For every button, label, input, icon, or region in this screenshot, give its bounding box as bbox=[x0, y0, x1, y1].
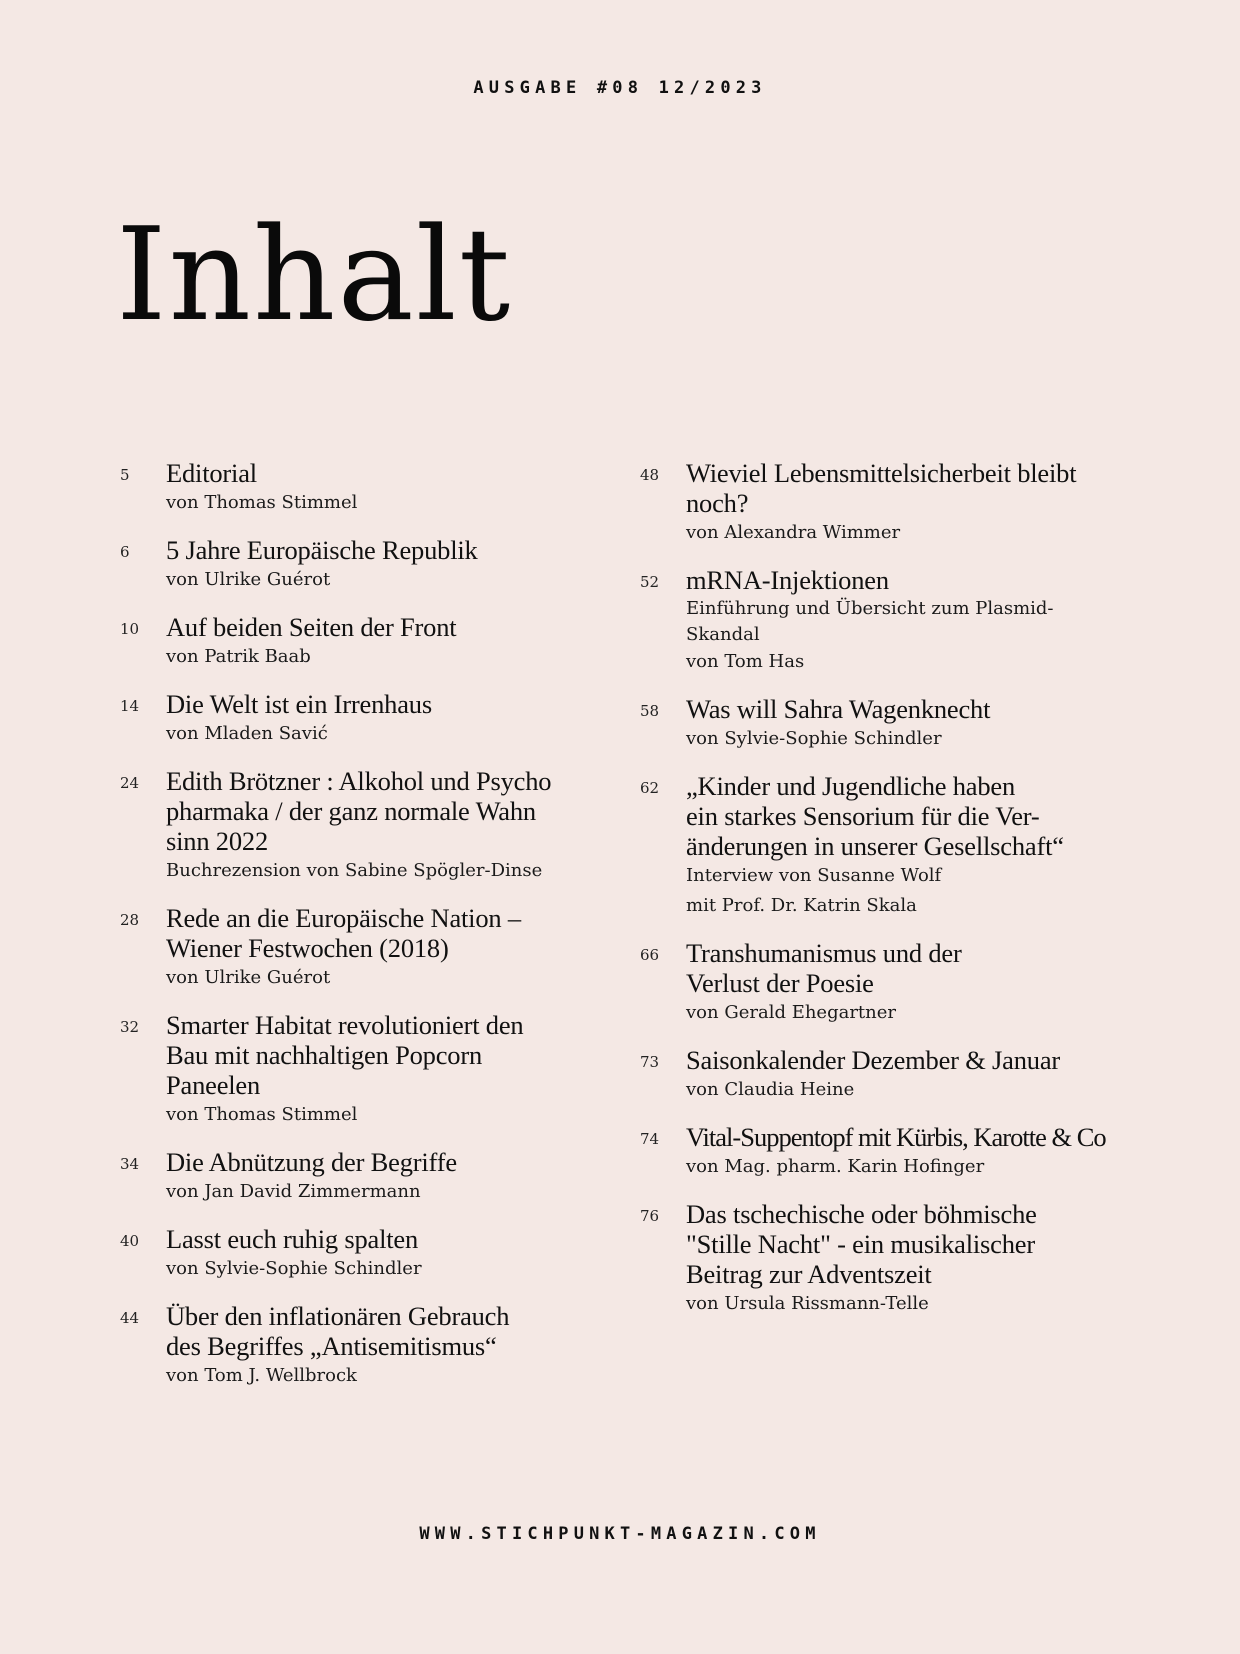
toc-page-number: 10 bbox=[120, 620, 140, 638]
toc-byline: von Mag. pharm. Karin Hofinger bbox=[686, 1156, 985, 1177]
toc-page-number: 76 bbox=[640, 1207, 660, 1225]
toc-title-line[interactable]: Wiener Festwochen (2018) bbox=[166, 933, 449, 963]
toc-title[interactable]: 5 Jahre Europäische Republik bbox=[166, 535, 478, 565]
toc-byline: von Thomas Stimmel bbox=[166, 1104, 358, 1125]
toc-entry[interactable] bbox=[640, 694, 1140, 754]
toc-byline-line: Interview von Susanne Wolf bbox=[686, 865, 942, 886]
toc-subtitle-line: Einführung und Übersicht zum Plasmid- bbox=[686, 598, 1054, 619]
toc-title[interactable]: Die Abnützung der Begriffe bbox=[166, 1147, 457, 1177]
toc-page-number: 40 bbox=[120, 1232, 140, 1250]
toc-page-number: 5 bbox=[120, 466, 130, 484]
toc-byline: von Sylvie-Sophie Schindler bbox=[166, 1258, 422, 1279]
toc-title-line[interactable]: Wieviel Lebensmittelsicherbeit bleibt bbox=[686, 458, 1077, 488]
toc-page-number: 74 bbox=[640, 1130, 660, 1148]
toc-title[interactable]: Die Welt ist ein Irrenhaus bbox=[166, 689, 432, 719]
toc-entry[interactable] bbox=[640, 1122, 1140, 1182]
toc-title-line[interactable]: Über den inflationären Gebrauch bbox=[166, 1301, 510, 1331]
toc-page-number: 28 bbox=[120, 911, 140, 929]
toc-byline-line: mit Prof. Dr. Katrin Skala bbox=[686, 895, 917, 916]
toc-page-number: 48 bbox=[640, 466, 660, 484]
toc-byline: von Thomas Stimmel bbox=[166, 492, 358, 513]
toc-title-line[interactable]: ein starkes Sensorium für die Ver- bbox=[686, 801, 1040, 831]
toc-column-left bbox=[120, 458, 600, 1408]
toc-title-line[interactable]: sinn 2022 bbox=[166, 826, 269, 856]
toc-entry[interactable] bbox=[120, 612, 600, 672]
toc-entry[interactable] bbox=[640, 565, 1140, 677]
toc-title[interactable]: Saisonkalender Dezember & Januar bbox=[686, 1045, 1061, 1075]
toc-entry[interactable] bbox=[120, 1147, 600, 1207]
toc-title[interactable]: mRNA-Injektionen bbox=[686, 565, 889, 595]
toc-title-line[interactable]: des Begriffes „Antisemitismus“ bbox=[166, 1331, 497, 1361]
toc-entry[interactable] bbox=[120, 766, 600, 886]
toc-title[interactable]: Auf beiden Seiten der Front bbox=[166, 612, 457, 642]
toc-title-line[interactable]: Edith Brötzner : Alkohol und Psycho bbox=[166, 766, 552, 796]
toc-title[interactable]: Editorial bbox=[166, 458, 257, 488]
toc-byline: von Alexandra Wimmer bbox=[686, 522, 901, 543]
toc-byline: Buchrezension von Sabine Spögler-Dinse bbox=[166, 860, 543, 881]
toc-byline: von Ulrike Guérot bbox=[166, 967, 331, 988]
toc-page-number: 24 bbox=[120, 774, 140, 792]
toc-title-line[interactable]: Bau mit nachhaltigen Popcorn bbox=[166, 1040, 483, 1070]
toc-entry[interactable] bbox=[120, 1224, 600, 1284]
toc-title[interactable]: Was will Sahra Wagenknecht bbox=[686, 694, 991, 724]
toc-title-line[interactable]: Das tschechische oder böhmische bbox=[686, 1199, 1037, 1229]
toc-byline: von Claudia Heine bbox=[686, 1079, 855, 1100]
toc-title-line[interactable]: Paneelen bbox=[166, 1070, 261, 1100]
toc-entry[interactable] bbox=[120, 458, 600, 518]
toc-page-number: 34 bbox=[120, 1155, 140, 1173]
issue-header: AUSGABE #08 12/2023 bbox=[473, 78, 767, 98]
toc-subtitle-line: Skandal bbox=[686, 624, 760, 645]
toc-entry[interactable] bbox=[120, 689, 600, 749]
toc-page-number: 52 bbox=[640, 573, 660, 591]
toc-page-number: 6 bbox=[120, 543, 130, 561]
toc-title-line[interactable]: Beitrag zur Adventszeit bbox=[686, 1259, 932, 1289]
toc-byline: von Sylvie-Sophie Schindler bbox=[686, 728, 942, 749]
toc-byline: von Mladen Savić bbox=[166, 723, 328, 744]
toc-title-line[interactable]: noch? bbox=[686, 488, 749, 518]
toc-page-number: 58 bbox=[640, 702, 660, 720]
toc-byline: von Tom Has bbox=[686, 651, 805, 672]
toc-title-line[interactable]: pharmaka / der ganz normale Wahn bbox=[166, 796, 536, 826]
toc-title-line[interactable]: Verlust der Poesie bbox=[686, 968, 874, 998]
page-title: Inhalt bbox=[116, 201, 513, 350]
toc-title-line[interactable]: Rede an die Europäische Nation – bbox=[166, 903, 521, 933]
toc-title-line[interactable]: änderungen in unserer Gesellschaft“ bbox=[686, 831, 1064, 861]
toc-entry[interactable] bbox=[640, 1199, 1140, 1319]
toc-entry[interactable] bbox=[120, 1010, 600, 1130]
toc-page-number: 62 bbox=[640, 779, 660, 797]
toc-title-line[interactable]: Transhumanismus und der bbox=[686, 938, 962, 968]
toc-column-right bbox=[640, 458, 1140, 1336]
footer-website-link[interactable]: WWW.STICHPUNKT-MAGAZIN.COM bbox=[419, 1524, 821, 1544]
toc-byline: von Ursula Rissmann-Telle bbox=[686, 1293, 929, 1314]
toc-page-number: 32 bbox=[120, 1018, 140, 1036]
toc-title-line[interactable]: "Stille Nacht" - ein musikalischer bbox=[686, 1229, 1035, 1259]
toc-page-number: 66 bbox=[640, 946, 660, 964]
toc-entry[interactable] bbox=[640, 458, 1140, 548]
toc-byline: von Tom J. Wellbrock bbox=[166, 1365, 357, 1386]
toc-byline: von Gerald Ehegartner bbox=[686, 1002, 897, 1023]
toc-title-line[interactable]: „Kinder und Jugendliche haben bbox=[686, 771, 1016, 801]
toc-page-number: 73 bbox=[640, 1053, 660, 1071]
toc-entry[interactable] bbox=[120, 1301, 600, 1391]
toc-title-line[interactable]: Smarter Habitat revolutioniert den bbox=[166, 1010, 524, 1040]
toc-page-number: 14 bbox=[120, 697, 140, 715]
toc-entry[interactable] bbox=[640, 1045, 1140, 1105]
toc-entry[interactable] bbox=[120, 903, 600, 993]
toc-byline: von Ulrike Guérot bbox=[166, 569, 331, 590]
toc-byline: von Jan David Zimmermann bbox=[166, 1181, 421, 1202]
toc-title[interactable]: Lasst euch ruhig spalten bbox=[166, 1224, 419, 1254]
toc-entry[interactable] bbox=[640, 771, 1140, 921]
toc-byline: von Patrik Baab bbox=[166, 646, 311, 667]
toc-entry[interactable] bbox=[640, 938, 1140, 1028]
toc-entry[interactable] bbox=[120, 535, 600, 595]
toc-page-number: 44 bbox=[120, 1309, 140, 1327]
toc-title[interactable]: Vital-Suppentopf mit Kürbis, Karotte & Co bbox=[686, 1122, 1106, 1152]
